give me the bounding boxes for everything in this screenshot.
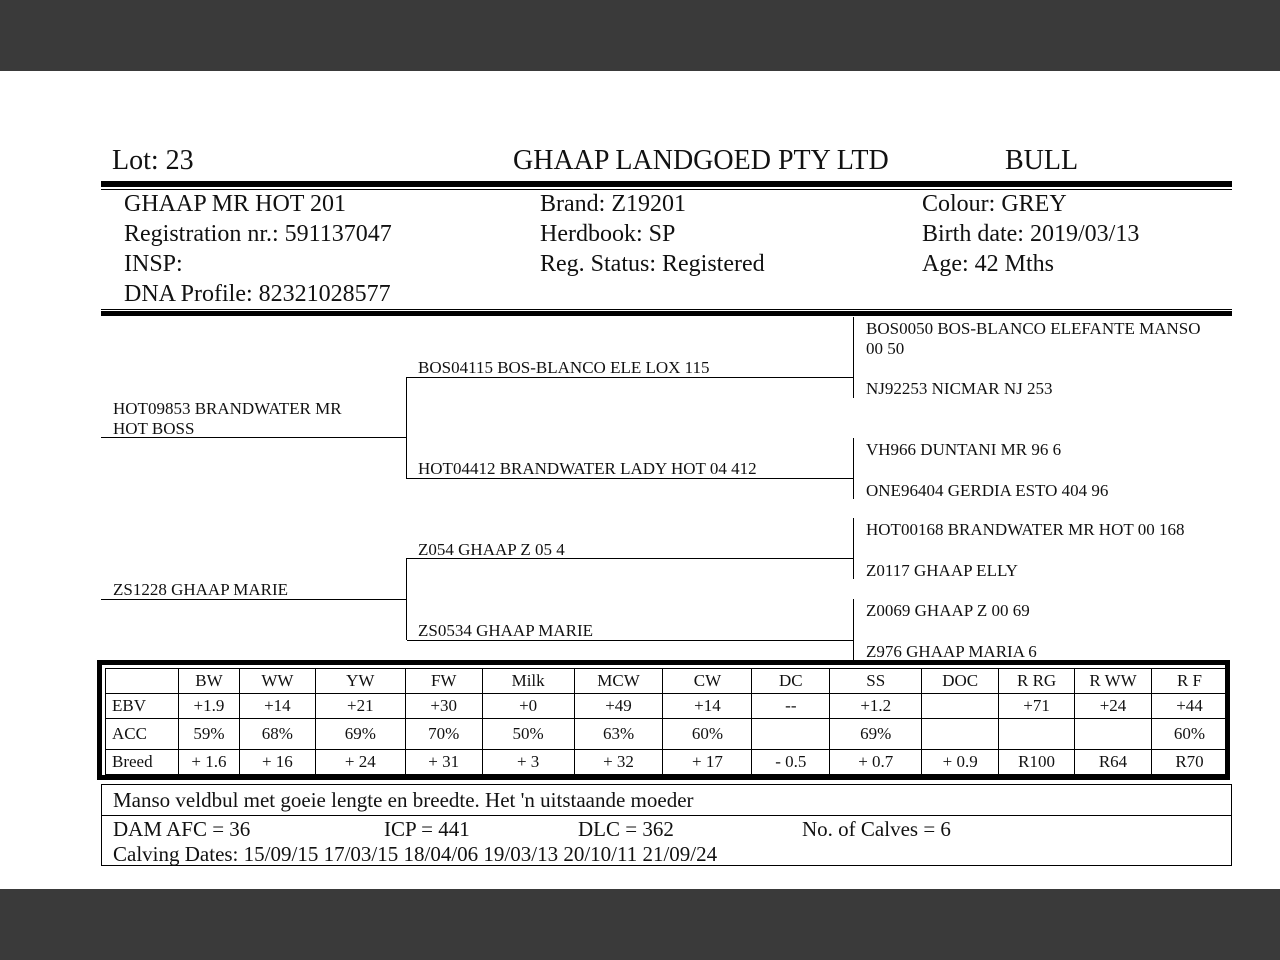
pedigree-gen3-item: VH966 DUNTANI MR 96 6 [866,440,1062,459]
info-rule-thick [101,311,1232,316]
pedigree-bracket-gen3-1 [853,317,854,398]
ebv-cell: +24 [1075,694,1152,719]
bottom-dark-bar [0,889,1280,960]
ebv-header-cell: R RG [999,669,1075,694]
ebv-cell: 63% [574,719,663,750]
ebv-header-cell: CW [663,669,752,694]
ebv-cell [922,694,999,719]
ebv-cell [752,719,830,750]
ebv-cell: R64 [1075,750,1152,775]
ebv-cell: - 0.5 [752,750,830,775]
ebv-cell: + 16 [239,750,315,775]
pedigree-bracket-gen3-2 [853,438,854,499]
ebv-cell: +44 [1151,694,1227,719]
info-rule-thin [101,309,1232,310]
ebv-header-cell: SS [830,669,922,694]
pedigree-gen3-item: HOT00168 BRANDWATER MR HOT 00 168 [866,520,1185,539]
dam-calves: No. of Calves = 6 [802,817,951,841]
lot-number: Lot: 23 [112,145,194,176]
pedigree-bracket-sire [406,377,407,479]
ebv-cell: + 1.6 [178,750,239,775]
ebv-row-ebv [106,694,1228,719]
registration-status: Reg. Status: Registered [540,251,765,277]
ebv-cell: 50% [482,719,574,750]
ebv-header-cell: FW [405,669,482,694]
brand: Brand: Z19201 [540,191,686,217]
pedigree-bracket-dam [406,558,407,640]
ebv-cell: + 0.9 [922,750,999,775]
ebv-cell: +30 [405,694,482,719]
ebv-row-breed [106,750,1228,775]
animal-sex: BULL [1005,145,1079,176]
ebv-cell: +71 [999,694,1075,719]
pedigree-sire: HOT09853 BRANDWATER MR HOT BOSS [113,399,342,438]
ebv-cell: 59% [178,719,239,750]
ebv-cell: 69% [315,719,405,750]
ebv-cell: -- [752,694,830,719]
pedigree-gen3-item: Z976 GHAAP MARIA 6 [866,642,1037,661]
pedigree-sire-sire: BOS04115 BOS-BLANCO ELE LOX 115 [418,358,710,377]
pedigree-sire-dam: HOT04412 BRANDWATER LADY HOT 04 412 [418,459,757,478]
colour: Colour: GREY [922,191,1067,217]
ebv-cell: +14 [663,694,752,719]
pedigree-bracket-gen3-4 [853,599,854,660]
ebv-header-cell: YW [315,669,405,694]
insp-field: INSP: [124,251,183,277]
ebv-cell: +49 [574,694,663,719]
pedigree-dam-dam: ZS0534 GHAAP MARIE [418,621,594,640]
ebv-header-cell: WW [239,669,315,694]
breeder-name: GHAAP LANDGOED PTY LTD [513,145,889,176]
pedigree-gen3-item: Z0117 GHAAP ELLY [866,561,1018,580]
birth-date: Birth date: 2019/03/13 [922,221,1140,247]
remark-text: Manso veldbul met goeie lengte en breedte. Het 'n uitstaande moeder [113,788,694,812]
animal-name: GHAAP MR HOT 201 [124,191,347,217]
ebv-row-acc [106,719,1228,750]
header-rule-thick [101,181,1232,187]
ebv-header-row [106,669,1228,694]
ebv-cell: +21 [315,694,405,719]
herdbook: Herdbook: SP [540,221,676,247]
ebv-cell: +14 [239,694,315,719]
ebv-cell: ACC [106,719,179,750]
dam-icp: ICP = 441 [384,817,470,841]
ebv-cell: + 17 [663,750,752,775]
age: Age: 42 Mths [922,251,1054,277]
ebv-table [105,668,1228,775]
ebv-cell: 69% [830,719,922,750]
pedigree-gen3-item: ONE96404 GERDIA ESTO 404 96 [866,481,1109,500]
pedigree-gen3-item: BOS0050 BOS-BLANCO ELEFANTE MANSO 00 50 [866,319,1201,358]
ebv-header-cell: DOC [922,669,999,694]
ebv-cell: + 0.7 [830,750,922,775]
ebv-header-cell: R WW [1075,669,1152,694]
top-dark-bar [0,0,1280,71]
ebv-cell: +1.9 [178,694,239,719]
ebv-cell: EBV [106,694,179,719]
ebv-cell: + 32 [574,750,663,775]
ebv-header-cell: DC [752,669,830,694]
pedigree-dam: ZS1228 GHAAP MARIE [113,580,289,599]
dna-profile: DNA Profile: 82321028577 [124,281,391,307]
ebv-cell [999,719,1075,750]
ebv-header-cell: MCW [574,669,663,694]
ebv-cell: 60% [663,719,752,750]
ebv-cell: + 3 [482,750,574,775]
ebv-cell: 70% [405,719,482,750]
ebv-cell: + 24 [315,750,405,775]
ebv-cell: 60% [1151,719,1227,750]
dam-dlc: DLC = 362 [578,817,674,841]
ebv-header-cell: Milk [482,669,574,694]
ebv-cell: +0 [482,694,574,719]
pedigree-dam-sire: Z054 GHAAP Z 05 4 [418,540,565,559]
dam-afc: DAM AFC = 36 [113,817,251,841]
ebv-cell: R100 [999,750,1075,775]
ebv-cell: Breed [106,750,179,775]
ebv-cell: R70 [1151,750,1227,775]
ebv-header-cell [106,669,179,694]
remark-box [101,784,1232,816]
ebv-cell: +1.2 [830,694,922,719]
ebv-cell: + 31 [405,750,482,775]
pedigree-gen3-item: Z0069 GHAAP Z 00 69 [866,601,1030,620]
ebv-cell: 68% [239,719,315,750]
pedigree-bracket-gen3-3 [853,518,854,579]
pedigree-gen3-item: NJ92253 NICMAR NJ 253 [866,379,1053,398]
dam-stats-box [101,815,1232,866]
calving-dates: Calving Dates: 15/09/15 17/03/15 18/04/06 19/03/13 20/10/11 21/09/24 [113,842,718,866]
registration-number: Registration nr.: 591137047 [124,221,392,247]
ebv-cell [1075,719,1152,750]
ebv-header-cell: R F [1151,669,1227,694]
ebv-header-cell: BW [178,669,239,694]
ebv-cell [922,719,999,750]
